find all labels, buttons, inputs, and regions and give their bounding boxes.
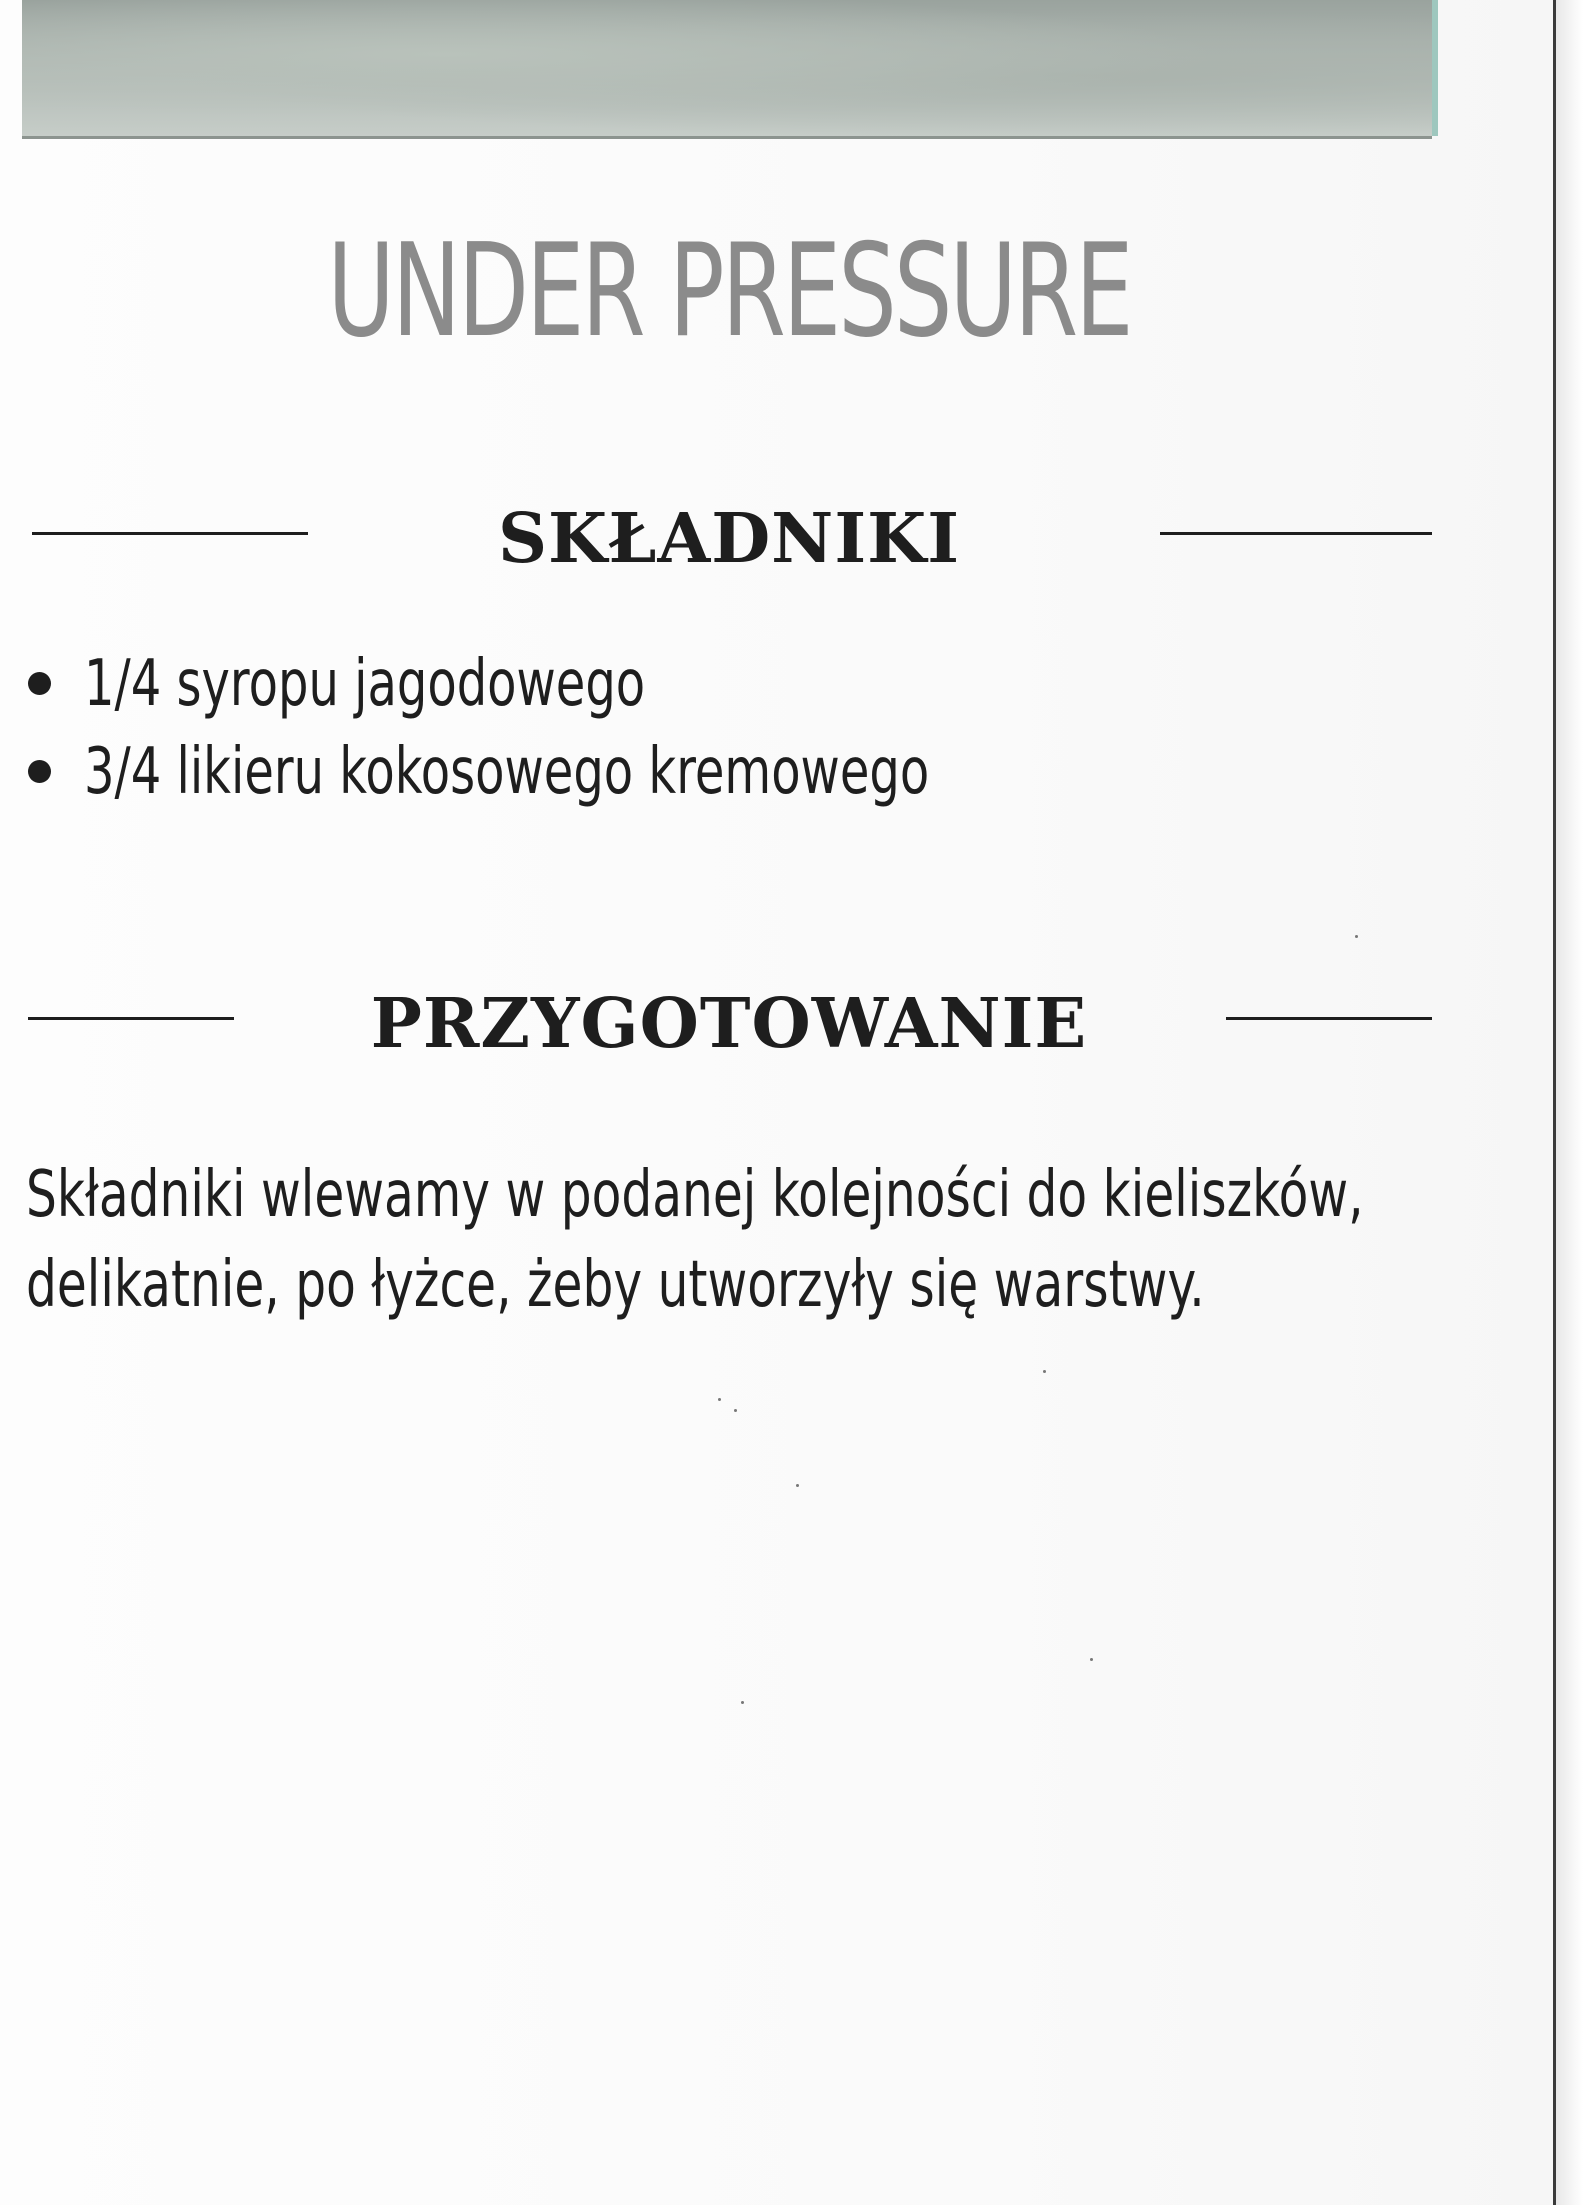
- scan-speck: [796, 1484, 799, 1487]
- preparation-heading: PRZYGOTOWANIE: [370, 984, 1088, 1064]
- cocktail-photo: [22, 0, 1432, 139]
- preparation-text: Składniki wlewamy w podanej kolejności do kieliszków, delikatnie, po łyżce, żeby utworzyły się warstwy.: [26, 1158, 1364, 1322]
- scan-speck: [718, 1398, 721, 1401]
- photo-edge: [1432, 0, 1438, 136]
- ingredients-list: [28, 640, 1211, 816]
- bullet-icon: [28, 672, 51, 695]
- ingredient-text: 1/4 syropu jagodowego: [84, 647, 646, 721]
- scan-speck: [734, 1409, 737, 1412]
- ingredient-text: 3/4 likieru kokosowego kremowego: [84, 735, 930, 809]
- ingredients-rule-right: [1160, 532, 1432, 535]
- bullet-icon: [28, 760, 51, 783]
- scan-speck: [741, 1701, 744, 1704]
- recipe-title: UNDER PRESSURE: [327, 217, 1131, 366]
- ingredient-item: [28, 728, 1211, 816]
- scan-speck: [1043, 1370, 1046, 1373]
- ingredients-heading: SKŁADNIKI: [497, 499, 961, 579]
- preparation-rule-right: [1226, 1017, 1432, 1020]
- scan-speck: [1355, 935, 1358, 938]
- scan-speck: [1090, 1658, 1093, 1661]
- ingredient-item: [28, 640, 1211, 728]
- card-edge-shadow: [1556, 0, 1583, 2205]
